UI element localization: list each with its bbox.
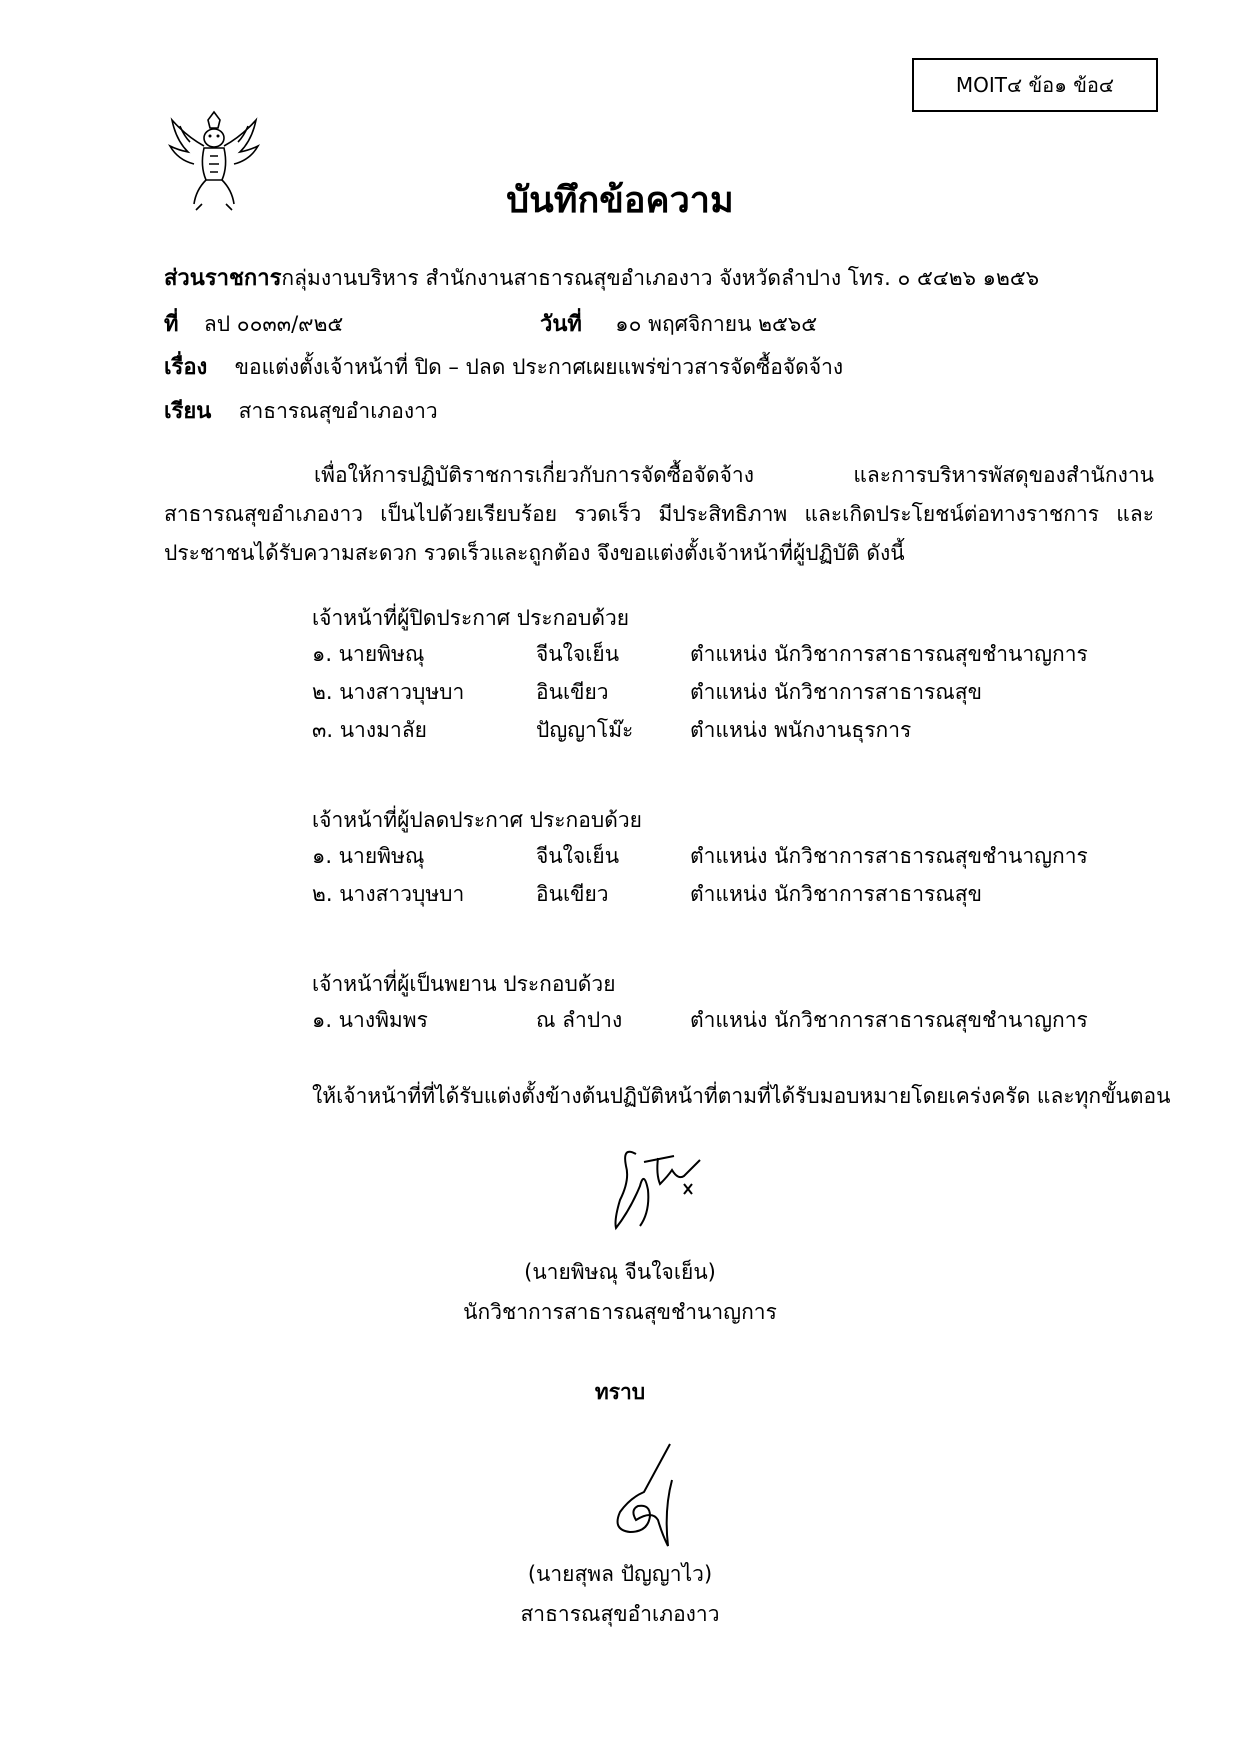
signature-1-icon [600, 1140, 720, 1240]
member-name: ๑. นายพิษณุ [312, 844, 425, 868]
member-position: ตำแหน่ง นักวิชาการสาธารณสุขชำนาญการ [690, 844, 1088, 868]
signer-1-title: นักวิชาการสาธารณสุขชำนาญการ [463, 1300, 777, 1324]
member-lastname: อินเขียว [536, 680, 609, 704]
signer-2-title: สาธารณสุขอำเภองาว [520, 1602, 720, 1626]
acknowledge-label: ทราบ [594, 1380, 646, 1404]
member-position: ตำแหน่ง นักวิชาการสาธารณสุข [690, 882, 982, 906]
agency-value: กลุ่มงานบริหาร สำนักงานสาธารณสุขอำเภองาว จังหวัดลำปาง โทร. ๐ ๕๔๒๖ ๑๒๕๖ [281, 266, 1040, 290]
subject-field [164, 353, 843, 382]
member-name: ๒. นางสาวบุษบา [312, 680, 465, 704]
ref-label: ที่ [164, 312, 179, 337]
member-position: ตำแหน่ง นักวิชาการสาธารณสุข [690, 680, 982, 704]
group-title-witness: เจ้าหน้าที่ผู้เป็นพยาน ประกอบด้วย [312, 972, 616, 996]
body-paragraph: เพื่อให้การปฏิบัติราชการเกี่ยวกับการจัดซื้อจัดจ้าง และการบริหารพัสดุของสำนักงานสาธารณสุขอำเภองาว เป็นไปด้วยเรียบร้อย รวดเร็ว มีประสิทธิภาพ และเกิดประโยชน์ต่อทางราชการ และประชาชนได้รับความสะดวก รวดเร็วและถูกต้อง จึงขอแต่งตั้งเจ้าหน้าที่ผู้ปฏิบัติ ดังนี้ [164, 463, 1154, 565]
member-name: ๒. นางสาวบุษบา [312, 882, 465, 906]
reference-box: MOIT๔ ข้อ๑ ข้อ๔ [912, 58, 1158, 112]
member-lastname: จีนใจเย็น [536, 642, 620, 666]
to-value: สาธารณสุขอำเภองาว [238, 399, 438, 423]
agency-field [164, 264, 1039, 293]
date-label: วันที่ [540, 312, 582, 337]
ref-value: ลป ๐๐๓๓/๙๒๕ [203, 312, 344, 336]
to-label: เรียน [164, 399, 212, 424]
subject-label: เรื่อง [164, 355, 208, 380]
subject-value: ขอแต่งตั้งเจ้าหน้าที่ ปิด – ปลด ประกาศเผยแพร่ข่าวสารจัดซื้อจัดจ้าง [234, 355, 844, 379]
member-name: ๑. นางพิมพร [312, 1008, 428, 1032]
member-lastname: จีนใจเย็น [536, 844, 620, 868]
signer-1-name: (นายพิษณุ จีนใจเย็น) [524, 1260, 716, 1284]
ref-field [164, 310, 343, 339]
group-title-posting: เจ้าหน้าที่ผู้ปิดประกาศ ประกอบด้วย [312, 606, 630, 630]
member-lastname: ณ ลำปาง [536, 1008, 623, 1032]
group-title-removal: เจ้าหน้าที่ผู้ปลดประกาศ ประกอบด้วย [312, 808, 642, 832]
date-field [540, 310, 817, 339]
signature-2-icon [600, 1440, 690, 1550]
to-field [164, 397, 438, 426]
member-position: ตำแหน่ง นักวิชาการสาธารณสุขชำนาญการ [690, 1008, 1088, 1032]
member-position: ตำแหน่ง นักวิชาการสาธารณสุขชำนาญการ [690, 642, 1088, 666]
member-lastname: อินเขียว [536, 882, 609, 906]
memo-title: บันทึกข้อความ [506, 180, 734, 221]
date-value: ๑๐ พฤศจิกายน ๒๕๖๕ [615, 312, 818, 336]
signer-2-name: (นายสุพล ปัญญาไว) [527, 1562, 713, 1586]
agency-label: ส่วนราชการ [164, 266, 282, 291]
member-name: ๓. นางมาลัย [312, 718, 427, 742]
closing-text: ให้เจ้าหน้าที่ที่ได้รับแต่งตั้งข้างต้นปฏิบัติหน้าที่ตามที่ได้รับมอบหมายโดยเคร่งครัด และทุกขั้นตอน [312, 1084, 1171, 1108]
member-lastname: ปัญญาโม๊ะ [536, 718, 634, 742]
member-name: ๑. นายพิษณุ [312, 642, 425, 666]
member-position: ตำแหน่ง พนักงานธุรการ [690, 718, 912, 742]
